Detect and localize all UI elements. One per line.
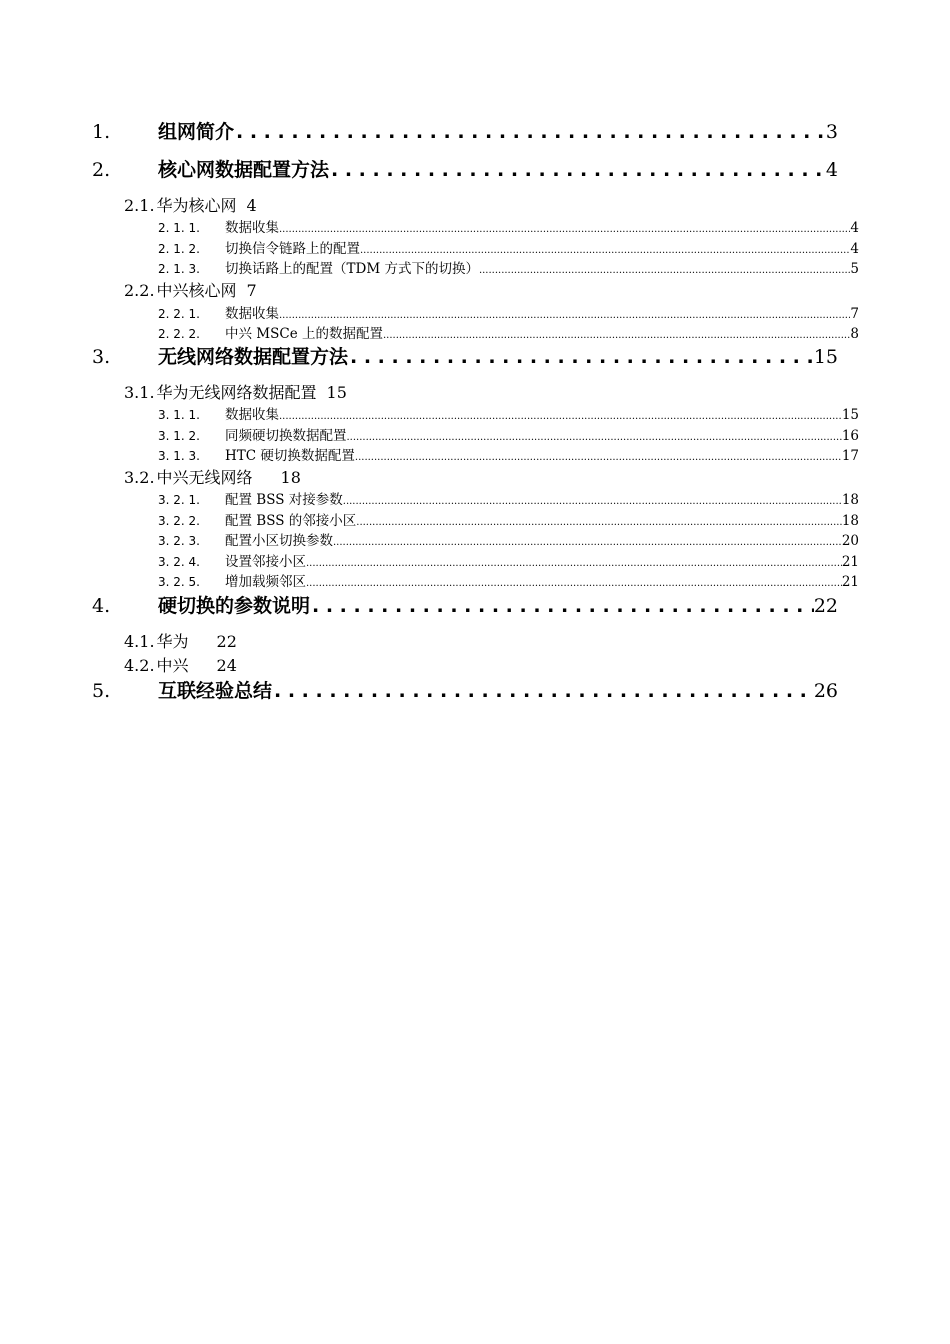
toc-number: 4. bbox=[92, 595, 111, 617]
toc-leader bbox=[306, 578, 842, 589]
toc-entry-3-2[interactable] bbox=[124, 465, 301, 487]
toc-entry-3-1-2[interactable] bbox=[158, 424, 859, 442]
toc-number: 3. 2. 2. bbox=[158, 514, 200, 528]
toc-page-number: 22 bbox=[813, 595, 838, 617]
toc-title: 数据收集 bbox=[225, 220, 279, 236]
toc-entry-3-1-3[interactable] bbox=[158, 444, 859, 462]
toc-leader bbox=[356, 517, 842, 528]
toc-page-number: 15 bbox=[326, 383, 347, 402]
toc-number: 3. 1. 3. bbox=[158, 449, 200, 463]
toc-entry-4-2[interactable] bbox=[124, 653, 237, 675]
toc-title: 配置小区切换参数 bbox=[225, 533, 333, 549]
toc-number: 2. 2. 1. bbox=[158, 307, 200, 321]
toc-title: 切换话路上的配置（TDM 方式下的切换） bbox=[225, 261, 479, 277]
toc-leader bbox=[343, 496, 842, 507]
toc-leader bbox=[383, 330, 850, 341]
toc-page-number: 7 bbox=[246, 281, 257, 300]
toc-title: 硬切换的参数说明 bbox=[158, 595, 311, 617]
toc-entry-2-2[interactable] bbox=[124, 278, 257, 300]
toc-number: 4.1. bbox=[124, 632, 155, 651]
toc-entry-4[interactable] bbox=[92, 591, 838, 619]
toc-entry-5[interactable] bbox=[92, 676, 838, 704]
toc-title: 中兴核心网 bbox=[156, 281, 237, 300]
toc-entry-3-2-5[interactable] bbox=[158, 570, 859, 588]
toc-entry-2-1[interactable] bbox=[124, 193, 257, 215]
toc-number: 2. 1. 1. bbox=[158, 221, 200, 235]
toc-page-number: 21 bbox=[841, 574, 859, 590]
toc-page-number: 20 bbox=[841, 533, 859, 549]
toc-entry-2-1-1[interactable] bbox=[158, 216, 859, 234]
toc-entry-3-1-1[interactable] bbox=[158, 403, 859, 421]
toc-title: 配置 BSS 对接参数 bbox=[225, 492, 343, 508]
toc-number: 3. 2. 3. bbox=[158, 534, 200, 548]
toc-page-number: 22 bbox=[216, 632, 237, 651]
toc-page-number: 17 bbox=[841, 448, 859, 464]
toc-number: 3. bbox=[92, 346, 111, 368]
toc-number: 3.1. bbox=[124, 383, 155, 402]
toc-entry-4-1[interactable] bbox=[124, 629, 237, 651]
toc-number: 2. bbox=[92, 159, 111, 181]
toc-title: 中兴 MSCe 上的数据配置 bbox=[225, 326, 383, 342]
toc-title: 组网简介 bbox=[158, 121, 235, 143]
toc-page-number: 4 bbox=[850, 241, 859, 257]
toc-number: 2.1. bbox=[124, 196, 155, 215]
toc-title: 互联经验总结 bbox=[158, 680, 273, 702]
toc-leader bbox=[360, 245, 850, 256]
toc-leader bbox=[329, 159, 826, 181]
toc-entry-3[interactable] bbox=[92, 342, 838, 370]
toc-entry-3-2-3[interactable] bbox=[158, 529, 859, 547]
toc-entry-3-2-2[interactable] bbox=[158, 509, 859, 527]
toc-entry-2-2-2[interactable] bbox=[158, 322, 859, 340]
toc-entry-2-1-3[interactable] bbox=[158, 257, 859, 275]
toc-title: 中兴无线网络 bbox=[156, 468, 253, 487]
toc-number: 3. 2. 1. bbox=[158, 493, 200, 507]
toc-number: 5. bbox=[92, 680, 111, 702]
toc-title: 数据收集 bbox=[225, 407, 279, 423]
toc-page-number: 16 bbox=[841, 428, 859, 444]
toc-page-number: 18 bbox=[280, 468, 301, 487]
toc-page-number: 18 bbox=[841, 513, 859, 529]
toc-entry-2[interactable] bbox=[92, 155, 838, 183]
toc-number: 3.2. bbox=[124, 468, 155, 487]
toc-page-number: 26 bbox=[813, 680, 838, 702]
toc-title: 配置 BSS 的邻接小区 bbox=[225, 513, 357, 529]
toc-entry-2-1-2[interactable] bbox=[158, 237, 859, 255]
toc-leader bbox=[310, 595, 814, 617]
toc-leader bbox=[279, 411, 842, 422]
toc-page-number: 4 bbox=[825, 159, 838, 181]
toc-entry-3-2-4[interactable] bbox=[158, 550, 859, 568]
toc-entry-1[interactable] bbox=[92, 117, 838, 145]
toc-title: 华为无线网络数据配置 bbox=[156, 383, 317, 402]
toc-title: 同频硬切换数据配置 bbox=[225, 428, 347, 444]
toc-page-number: 15 bbox=[841, 407, 859, 423]
toc-page-number: 5 bbox=[850, 261, 859, 277]
toc-number: 2. 1. 2. bbox=[158, 242, 200, 256]
toc-title: 中兴 bbox=[156, 656, 189, 675]
toc-title: 数据收集 bbox=[225, 306, 279, 322]
toc-leader bbox=[479, 265, 850, 276]
toc-page-number: 4 bbox=[246, 196, 257, 215]
toc-number: 3. 2. 4. bbox=[158, 555, 200, 569]
toc-number: 3. 1. 1. bbox=[158, 408, 200, 422]
toc-page-number: 18 bbox=[841, 492, 859, 508]
toc-leader bbox=[279, 224, 850, 235]
toc-page-number: 21 bbox=[841, 554, 859, 570]
toc-page-number: 4 bbox=[850, 220, 859, 236]
toc-number: 4.2. bbox=[124, 656, 155, 675]
toc-leader bbox=[347, 432, 842, 443]
toc-page-number: 8 bbox=[850, 326, 859, 342]
toc-number: 2. 1. 3. bbox=[158, 262, 200, 276]
toc-page-number: 7 bbox=[850, 306, 859, 322]
toc-title: 设置邻接小区 bbox=[225, 554, 306, 570]
toc-leader bbox=[333, 537, 842, 548]
toc-number: 3. 2. 5. bbox=[158, 575, 200, 589]
toc-leader bbox=[272, 680, 814, 702]
toc-leader bbox=[306, 558, 842, 569]
toc-title: 华为核心网 bbox=[156, 196, 237, 215]
toc-entry-3-1[interactable] bbox=[124, 380, 347, 402]
toc-page-number: 15 bbox=[813, 346, 838, 368]
toc-title: HTC 硬切换数据配置 bbox=[225, 448, 355, 464]
toc-number: 1. bbox=[92, 121, 111, 143]
toc-title: 华为 bbox=[156, 632, 189, 651]
toc-title: 增加载频邻区 bbox=[225, 574, 306, 590]
toc-leader bbox=[279, 310, 850, 321]
toc-number: 2. 2. 2. bbox=[158, 327, 200, 341]
toc-page-number: 24 bbox=[216, 656, 237, 675]
toc-number: 2.2. bbox=[124, 281, 155, 300]
toc-entry-3-2-1[interactable] bbox=[158, 488, 859, 506]
toc-leader bbox=[234, 121, 826, 143]
toc-title: 无线网络数据配置方法 bbox=[158, 346, 349, 368]
toc-leader bbox=[355, 452, 842, 463]
toc-title: 核心网数据配置方法 bbox=[158, 159, 330, 181]
toc-leader bbox=[348, 346, 814, 368]
toc-title: 切换信令链路上的配置 bbox=[225, 241, 360, 257]
toc-number: 3. 1. 2. bbox=[158, 429, 200, 443]
toc-page-number: 3 bbox=[825, 121, 838, 143]
toc-entry-2-2-1[interactable] bbox=[158, 302, 859, 320]
